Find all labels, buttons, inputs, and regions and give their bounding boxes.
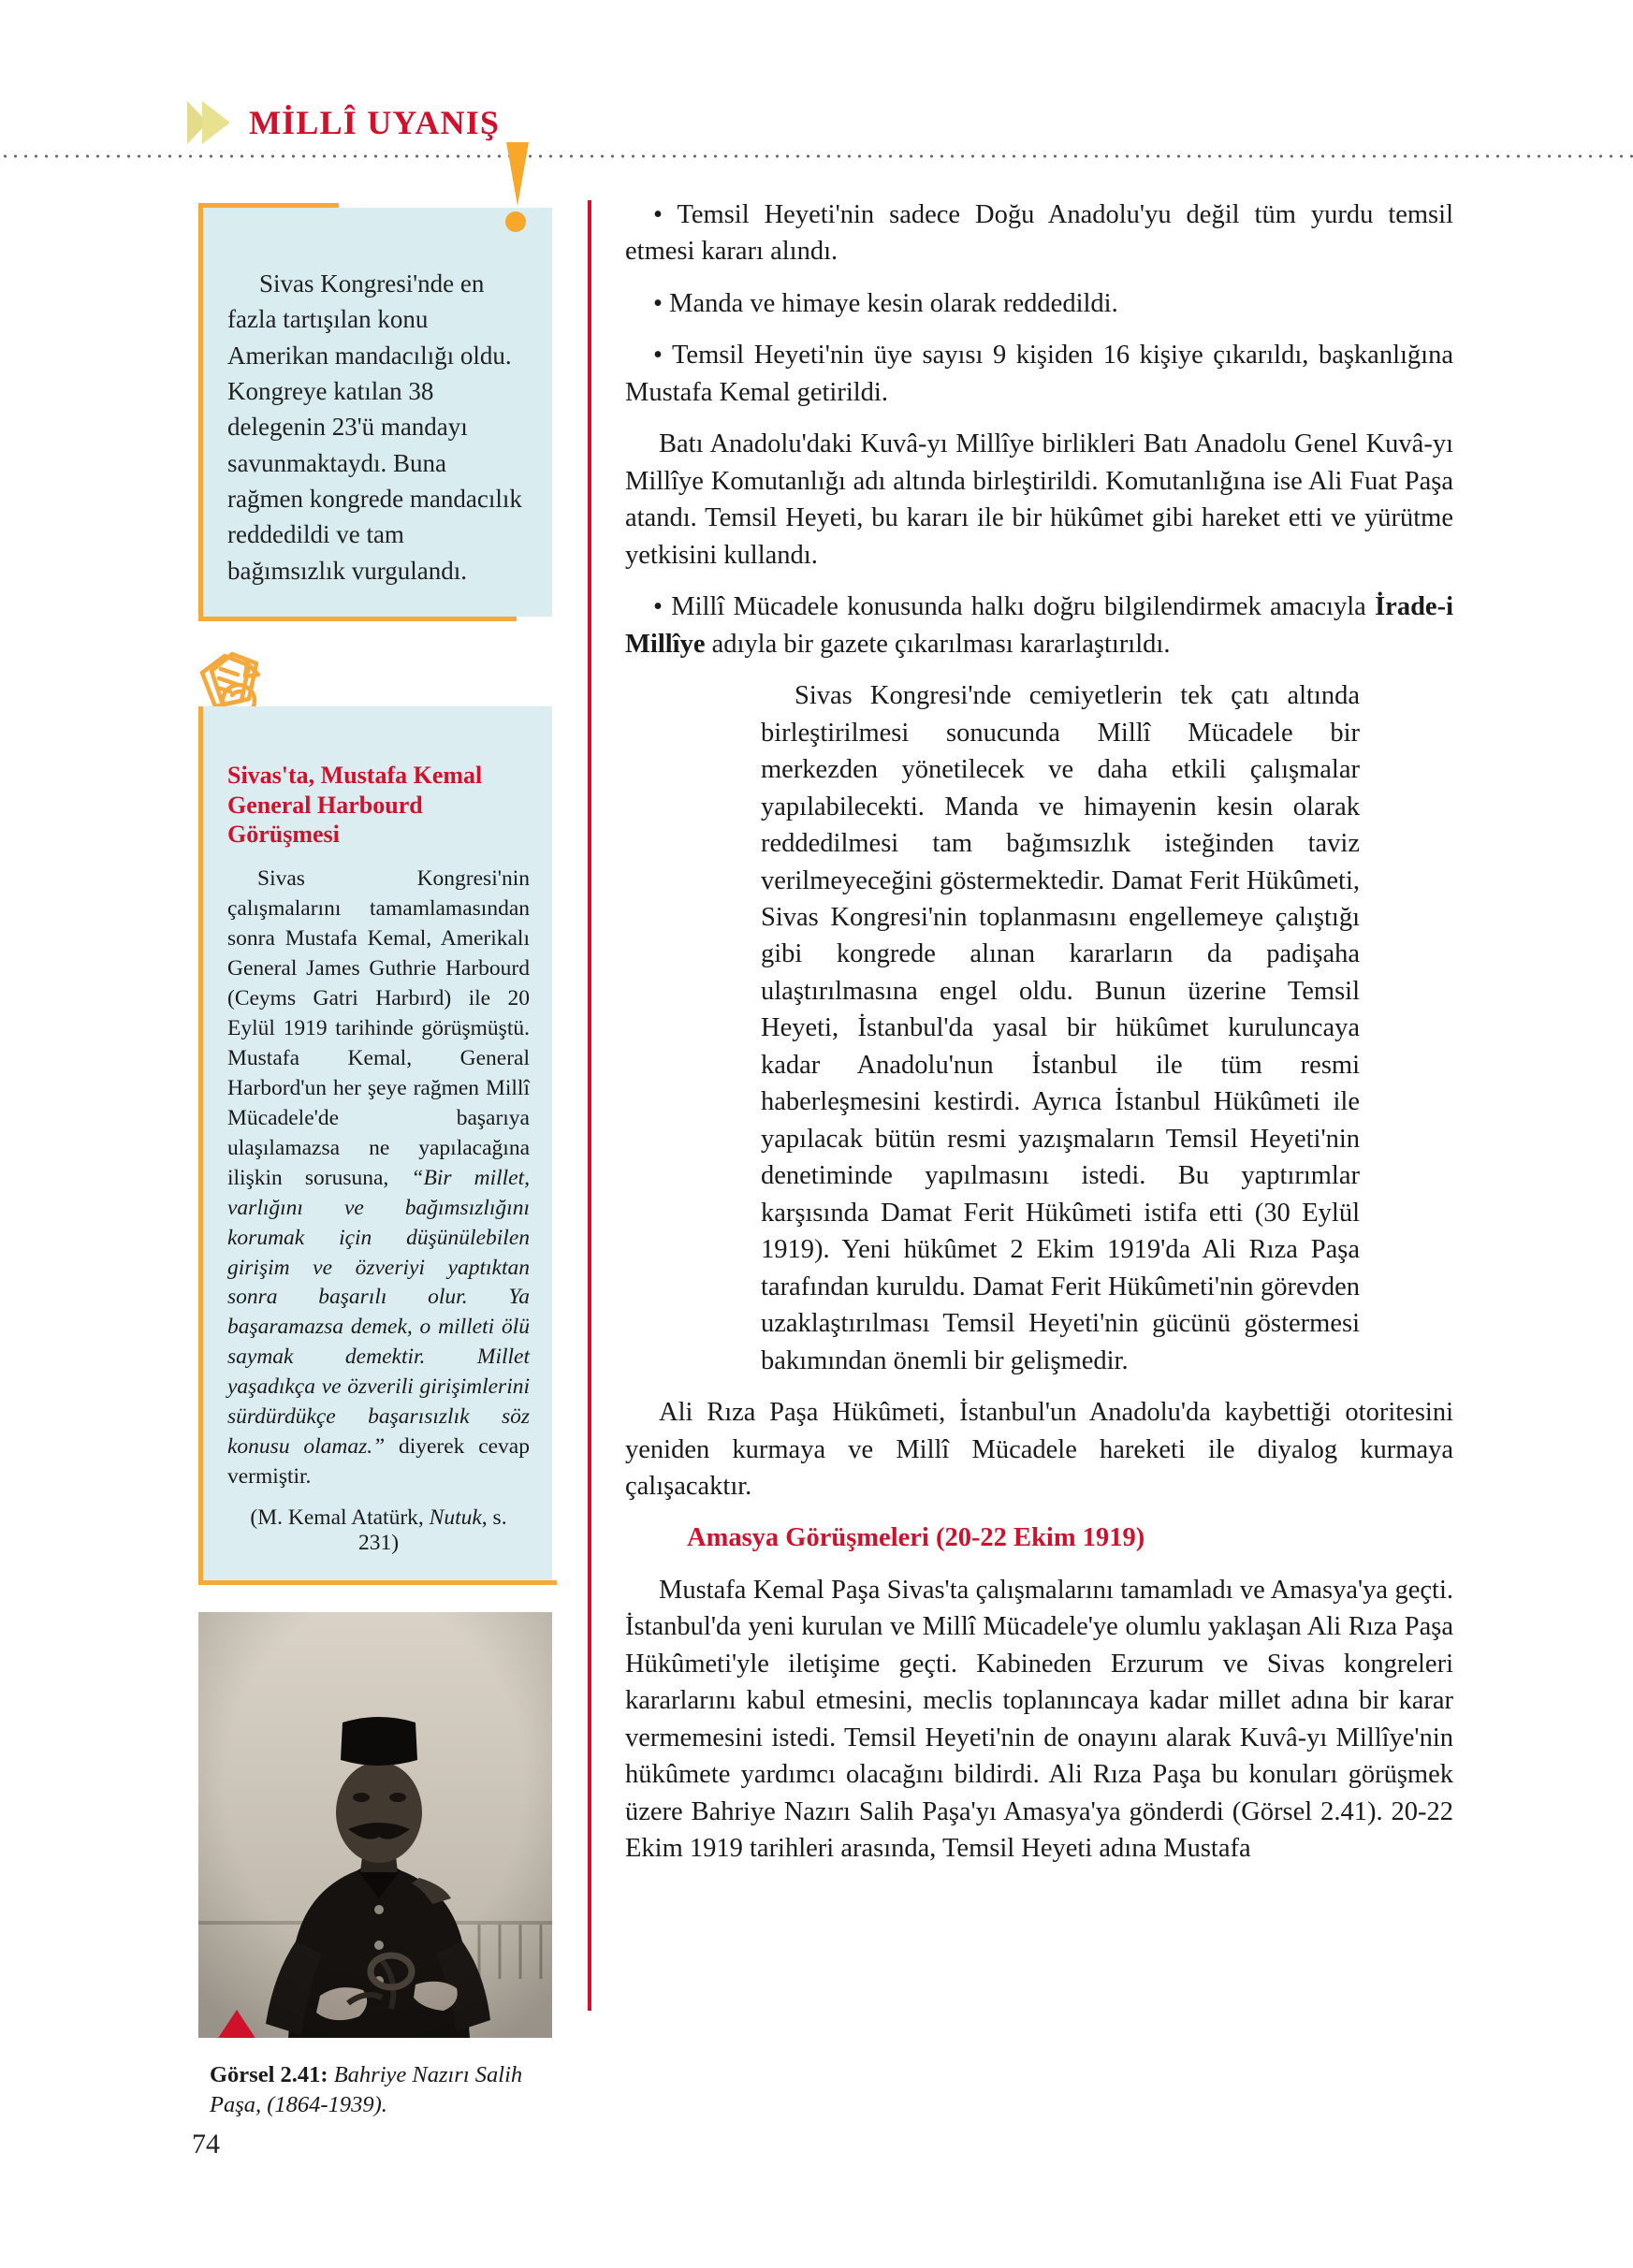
document-title-line-1: Sivas'ta, Mustafa Kemal	[227, 761, 483, 789]
source-work-title: Nutuk	[429, 1505, 482, 1531]
figure-caption	[198, 2060, 552, 2121]
paragraph-ali-riza-pasa: Ali Rıza Paşa Hükûmeti, İstanbul'un Anadolu'da kaybettiği otoritesini yeniden kurmaya ve Millî Mücadele hareketi ile diyalog kurmaya çalışacaktır.	[625, 1398, 1453, 1501]
sub-heading-amasya: Amasya Görüşmeleri (20-22 Ekim 1919)	[687, 1523, 1145, 1553]
figure-caption-label: Görsel 2.41:	[210, 2062, 328, 2088]
page-title: MİLLÎ UYANIŞ	[249, 104, 501, 141]
paragraph-sivas-kongresi: Sivas Kongresi'nde cemiyetlerin tek çatı altında birleştirilmesi sonucunda Millî Mücadele bir merkezden yönetilecek ve daha etkili çalışmalar yapılabilecekti. Manda ve himayenin kesin olarak reddedilmesi tam bağımsızlık isteğinden taviz verilmeyeceğini göstermektedir. Damat Ferit Hükûmeti, Sivas Kongresi'nin toplanmasını engellemeye çalıştığı gibi kongrede alınan kararların da padişaha ulaştırılmasına engel oldu. Bunun üzerine Temsil Heyeti, İstanbul'da yasal bir hükûmet kuruluncaya kadar Anadolu'nun İstanbul ile tüm resmi haberleşmesini kestirdi. Ayrıca İstanbul Hükûmeti ile yapılacak bütün resmi yazışmaların Temsil Heyeti'nin denetiminde yapılmasını istedi. Bu yaptırımlar karşısında Damat Ferit Hükûmeti istifa etti (30 Eylül 1919). Yeni hükûmet 2 Ekim 1919'da Ali Rıza Paşa tarafından kuruldu. Damat Ferit Hükûmeti'nin görevden uzaklaştırılması Temsil Heyeti'nin gücünü göstermesi bakımından önemli bir gelişmedir.	[761, 681, 1360, 1375]
bullet-item-gazete	[625, 589, 1453, 662]
header-divider-rule	[0, 154, 1633, 158]
document-callout-source	[227, 1505, 530, 1556]
document-body-intro: Sivas Kongresi'nin çalışmalarını tamamlamasından sonra Mustafa Kemal, Amerikalı General James Guthrie Harbourd (Ceyms Gatri Harbırd) ile 20 Eylül 1919 tarihinde görüşmüştü. Mustafa Kemal, General Harbord'un her şeye rağmen Millî Mücadele'de başarıya ulaşılamazsa ne yapılacağına ilişkin sorusuna,	[227, 866, 530, 1190]
gazete-name: İrade-i Millîye	[625, 592, 1453, 659]
document-callout-body	[227, 865, 530, 1492]
page-header	[187, 101, 500, 144]
gazete-text-pre: Millî Mücadele konusunda halkı doğru bilgilendirmek amacıyla	[671, 592, 1376, 622]
page-number: 74	[192, 2129, 220, 2159]
figure-photo	[198, 1612, 552, 2038]
document-callout-box	[198, 706, 552, 1580]
column-divider	[588, 200, 591, 2011]
figure-caption-text: Bahriye Nazırı Salih Paşa, (1864-1939).	[210, 2062, 523, 2118]
bullet-item: • Temsil Heyeti'nin üye sayısı 9 kişiden 16 kişiye çıkarıldı, başkanlığına Mustafa Kemal getirildi.	[625, 337, 1453, 411]
source-prefix: (M. Kemal Atatürk,	[250, 1505, 430, 1531]
info-callout-text: Sivas Kongresi'nde en fazla tartışılan konu Amerikan mandacılığı oldu. Kongreye katılan 38 delegenin 23'ü mandayı savunmaktaydı. Buna rağmen kongrede mandacılık reddedildi ve tam bağımsızlık vurgulandı.	[227, 269, 522, 585]
document-callout-wrapper	[198, 706, 568, 1580]
document-body-quote: “Bir millet, varlığını ve bağımsızlığını korumak için düşünülebilen girişim ve özveriyi yaptıktan sonra başarılı olur. Ya başaramazsa demek, o milleti ölü saymak demektir. Millet yaşadıkça ve özverili girişimlerini sürdürdükçe başarısızlık söz konusu olamaz.”	[227, 1165, 531, 1460]
paragraph-bati-anadolu: Batı Anadolu'daki Kuvâ-yı Millîye birlikleri Batı Anadolu Genel Kuvâ-yı Millîye Komutanlığı adı altında birleştirildi. Komutanlığına ise Ali Fuat Paşa atandı. Temsil Heyeti, bu kararı ile bir hükûmet gibi hareket etti ve yürütme yetkisini kullandı.	[625, 429, 1453, 570]
document-callout-title	[227, 761, 530, 850]
document-title-line-2: General Harbourd Görüşmesi	[227, 791, 423, 849]
source-suffix: , s. 231)	[357, 1505, 507, 1556]
bullet-item: • Manda ve himaye kesin olarak reddedildi.	[625, 285, 1453, 322]
paragraph-amasya: Mustafa Kemal Paşa Sivas'ta çalışmalarını tamamladı ve Amasya'ya geçti. İstanbul'da yeni kurulan ve Millî Mücadele'ye olumlu yaklaşan Ali Rıza Paşa Hükûmeti'yle iletişime geçti. Kabineden Erzurum ve Sivas kongreleri kararlarını kabul etmesini, meclis toplanıncaya kadar millet adına bir karar vermemesini istedi. Temsil Heyeti'nin de onayını alarak Kuvâ-yı Millîye'nin hükûmete yardımcı olacağını bildirdi. Ali Rıza Paşa bu konuları görüşmek üzere Bahriye Nazırı Salih Paşa'yı Amasya'ya gönderdi (Görsel 2.41). 20-22 Ekim 1919 tarihleri arasında, Temsil Heyeti adına Mustafa	[625, 1575, 1453, 1864]
gazete-text-post: adıyla bir gazete çıkarılması kararlaştırıldı.	[705, 629, 1171, 659]
bullet-item: • Temsil Heyeti'nin sadece Doğu Anadolu'yu değil tüm yurdu temsil etmesi kararı alındı.	[625, 196, 1453, 270]
right-column	[625, 196, 1453, 1883]
left-column	[198, 208, 568, 2121]
document-body-outro: diyerek cevap vermiştir.	[227, 1434, 530, 1490]
figure-wrapper	[198, 1612, 552, 2121]
red-triangle-marker-icon	[210, 2010, 264, 2038]
info-callout-box	[198, 208, 552, 617]
double-triangle-icon	[187, 101, 234, 144]
